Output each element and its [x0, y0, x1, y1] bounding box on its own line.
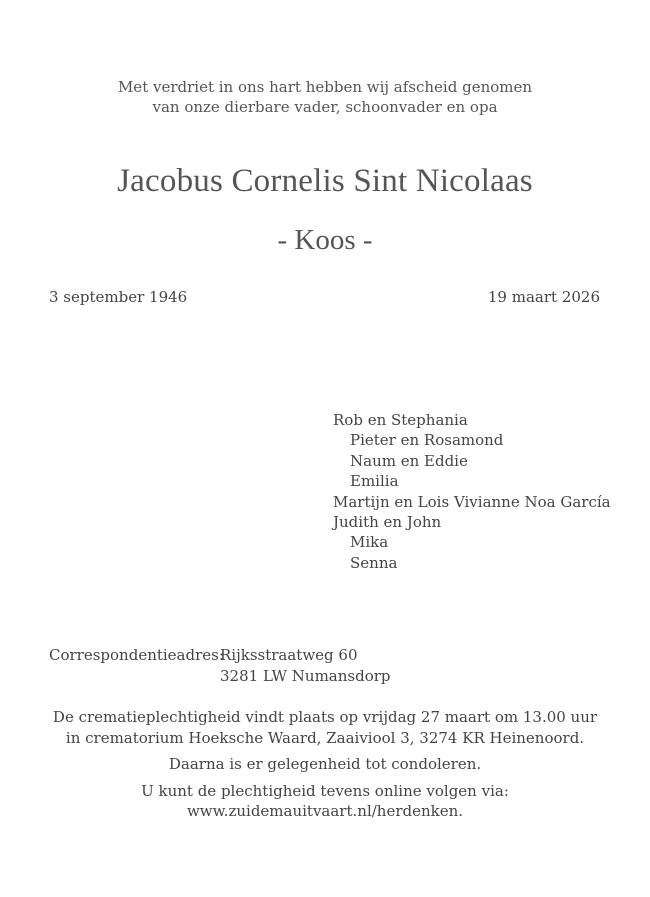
family-member: Martijn en Lois Vivianne Noa García [333, 492, 611, 511]
family-member: Mika [350, 533, 389, 552]
condolence-line: Daarna is er gelegenheid tot condoleren. [168, 755, 482, 773]
intro-line-2: van onze dierbare vader, schoonvader en opa [152, 98, 498, 116]
deceased-full-name: Jacobus Cornelis Sint Nicolaas [117, 163, 533, 199]
death-date: 19 maart 2026 [487, 288, 600, 306]
correspondence-street: Rijksstraatweg 60 [220, 646, 358, 664]
correspondence-city: 3281 LW Numansdorp [220, 667, 391, 685]
family-list [333, 410, 611, 573]
family-member: Judith en John [333, 513, 442, 532]
family-member: Senna [350, 553, 398, 572]
correspondence-label: Correspondentieadres: [49, 646, 224, 664]
online-url: www.zuidemauitvaart.nl/herdenken. [186, 802, 464, 820]
intro-line-1: Met verdriet in ons hart hebben wij afscheid genomen [117, 78, 533, 96]
ceremony-line-2: in crematorium Hoeksche Waard, Zaaiviool 3, 3274 KR Heinenoord. [65, 729, 585, 747]
deceased-nickname: - Koos - [277, 224, 373, 256]
birth-date: 3 september 1946 [49, 288, 188, 306]
family-member: Emilia [350, 472, 399, 491]
ceremony-line-1: De crematieplechtigheid vindt plaats op vrijdag 27 maart om 13.00 uur [52, 708, 598, 726]
online-line: U kunt de plechtigheid tevens online volgen via: [141, 782, 509, 800]
family-member: Pieter en Rosamond [350, 431, 504, 450]
family-member: Naum en Eddie [350, 451, 468, 470]
family-member: Rob en Stephania [333, 411, 468, 429]
